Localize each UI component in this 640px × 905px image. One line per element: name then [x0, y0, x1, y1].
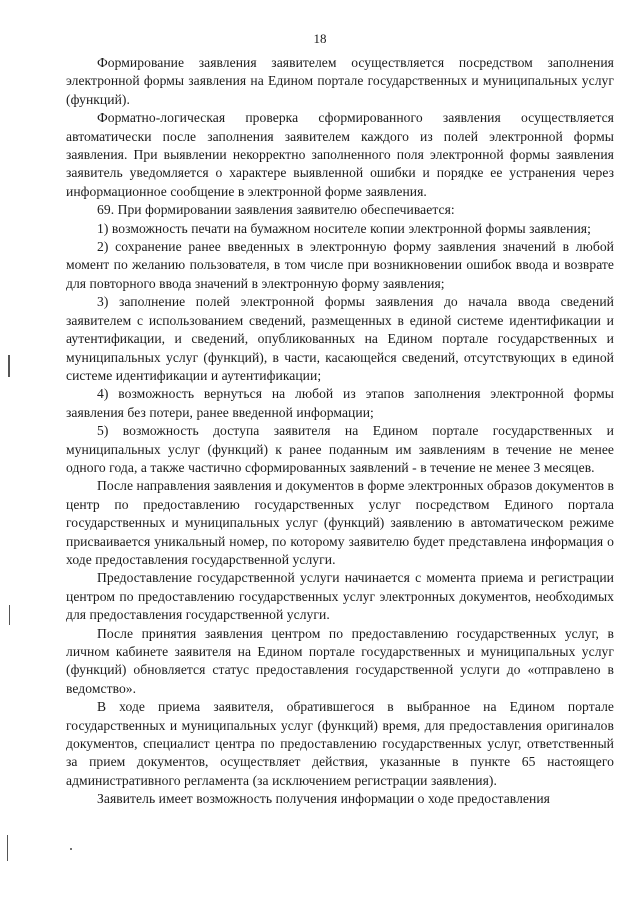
list-item-1: 1) возможность печати на бумажном носителе копии электронной формы заявления; [97, 220, 591, 236]
list-item-4: 4) возможность вернуться на любой из этапов заполнения электронной формы заявления без потери, ранее введенной информации; [66, 386, 614, 420]
list-item-5: 5) возможность доступа заявителя на Едином портале государственных и муниципальных услуг (функций) к ранее поданным им заявлениям в течение не менее одного года, а также частично сформированных заявлений - в течение не менее 3 месяцев. [66, 423, 614, 475]
document-body [66, 54, 614, 809]
list-item-2: 2) сохранение ранее введенных в электронную форму заявления значений в любой момент по желанию пользователя, в том числе при возникновении ошибок ввода и возврате для повторного ввода значений в электронную форму заявления; [66, 239, 614, 291]
paragraph-service-start: Предоставление государственной услуги начинается с момента приема и регистрации центром по предоставлению государственных услуг электронных документов, необходимых для предоставления государственной услуги. [66, 570, 614, 623]
scan-dot [70, 848, 72, 850]
page-number: 18 [313, 31, 327, 46]
paragraph-status-update: После принятия заявления центром по предоставлению государственных услуг, в личном кабинете заявителя на Едином портале государственных и муниципальных услуг (функций) обновляется статус предоставления государственной услуги до «отправлено в ведомство». [66, 625, 614, 696]
paragraph-unique-number: После направления заявления и документов в форме электронных образов документов в центр по предоставлению государственных услуг посредством Единого портала государственных и муниципальных услуг (функций) заявлению в автоматическом режиме присваивается уникальный номер, по которому заявителю будет представлена информация о ходе предоставления государственной услуги. [66, 478, 614, 567]
paragraph-reception: В ходе приема заявителя, обратившегося в выбранное на Едином портале государственных и муниципальных услуг (функций) время, для предоставления оригиналов документов, специалист центра по предоставлению государственных услуг, ответственный за прием документов, осуществляет действия, указанные в пункте 65 настоящего административного регламента (за исключением регистрации заявления). [66, 699, 614, 788]
list-item-3: 3) заполнение полей электронной формы заявления до начала ввода сведений заявителем с использованием сведений, размещенных в единой системе идентификации и аутентификации, и сведений, опубликованных на Едином портале государственных и муниципальных услуг (функций), в части, касающейся сведений, отсутствующих в единой системе идентификации и аутентификации; [66, 294, 614, 383]
paragraph-item-69: 69. При формировании заявления заявителю обеспечивается: [97, 202, 455, 218]
paragraph-progress-info: Заявитель имеет возможность получения информации о ходе предоставления [97, 791, 550, 807]
scan-artifact [7, 835, 8, 861]
paragraph-format-check: Форматно-логическая проверка сформированного заявления осуществляется автоматически после заполнения заявителем каждого из полей электронной формы заявления. При выявлении некорректно заполненного поля электронной формы заявления заявитель уведомляется о характере выявленной ошибки и порядке ее устранения через информационное сообщение в электронной форме заявления. [66, 110, 614, 199]
scan-artifact [9, 605, 10, 625]
paragraph-form-submission: Формирование заявления заявителем осуществляется посредством заполнения электронной формы заявления на Едином портале государственных и муниципальных услуг (функций). [66, 55, 614, 107]
scan-artifact [8, 355, 10, 377]
